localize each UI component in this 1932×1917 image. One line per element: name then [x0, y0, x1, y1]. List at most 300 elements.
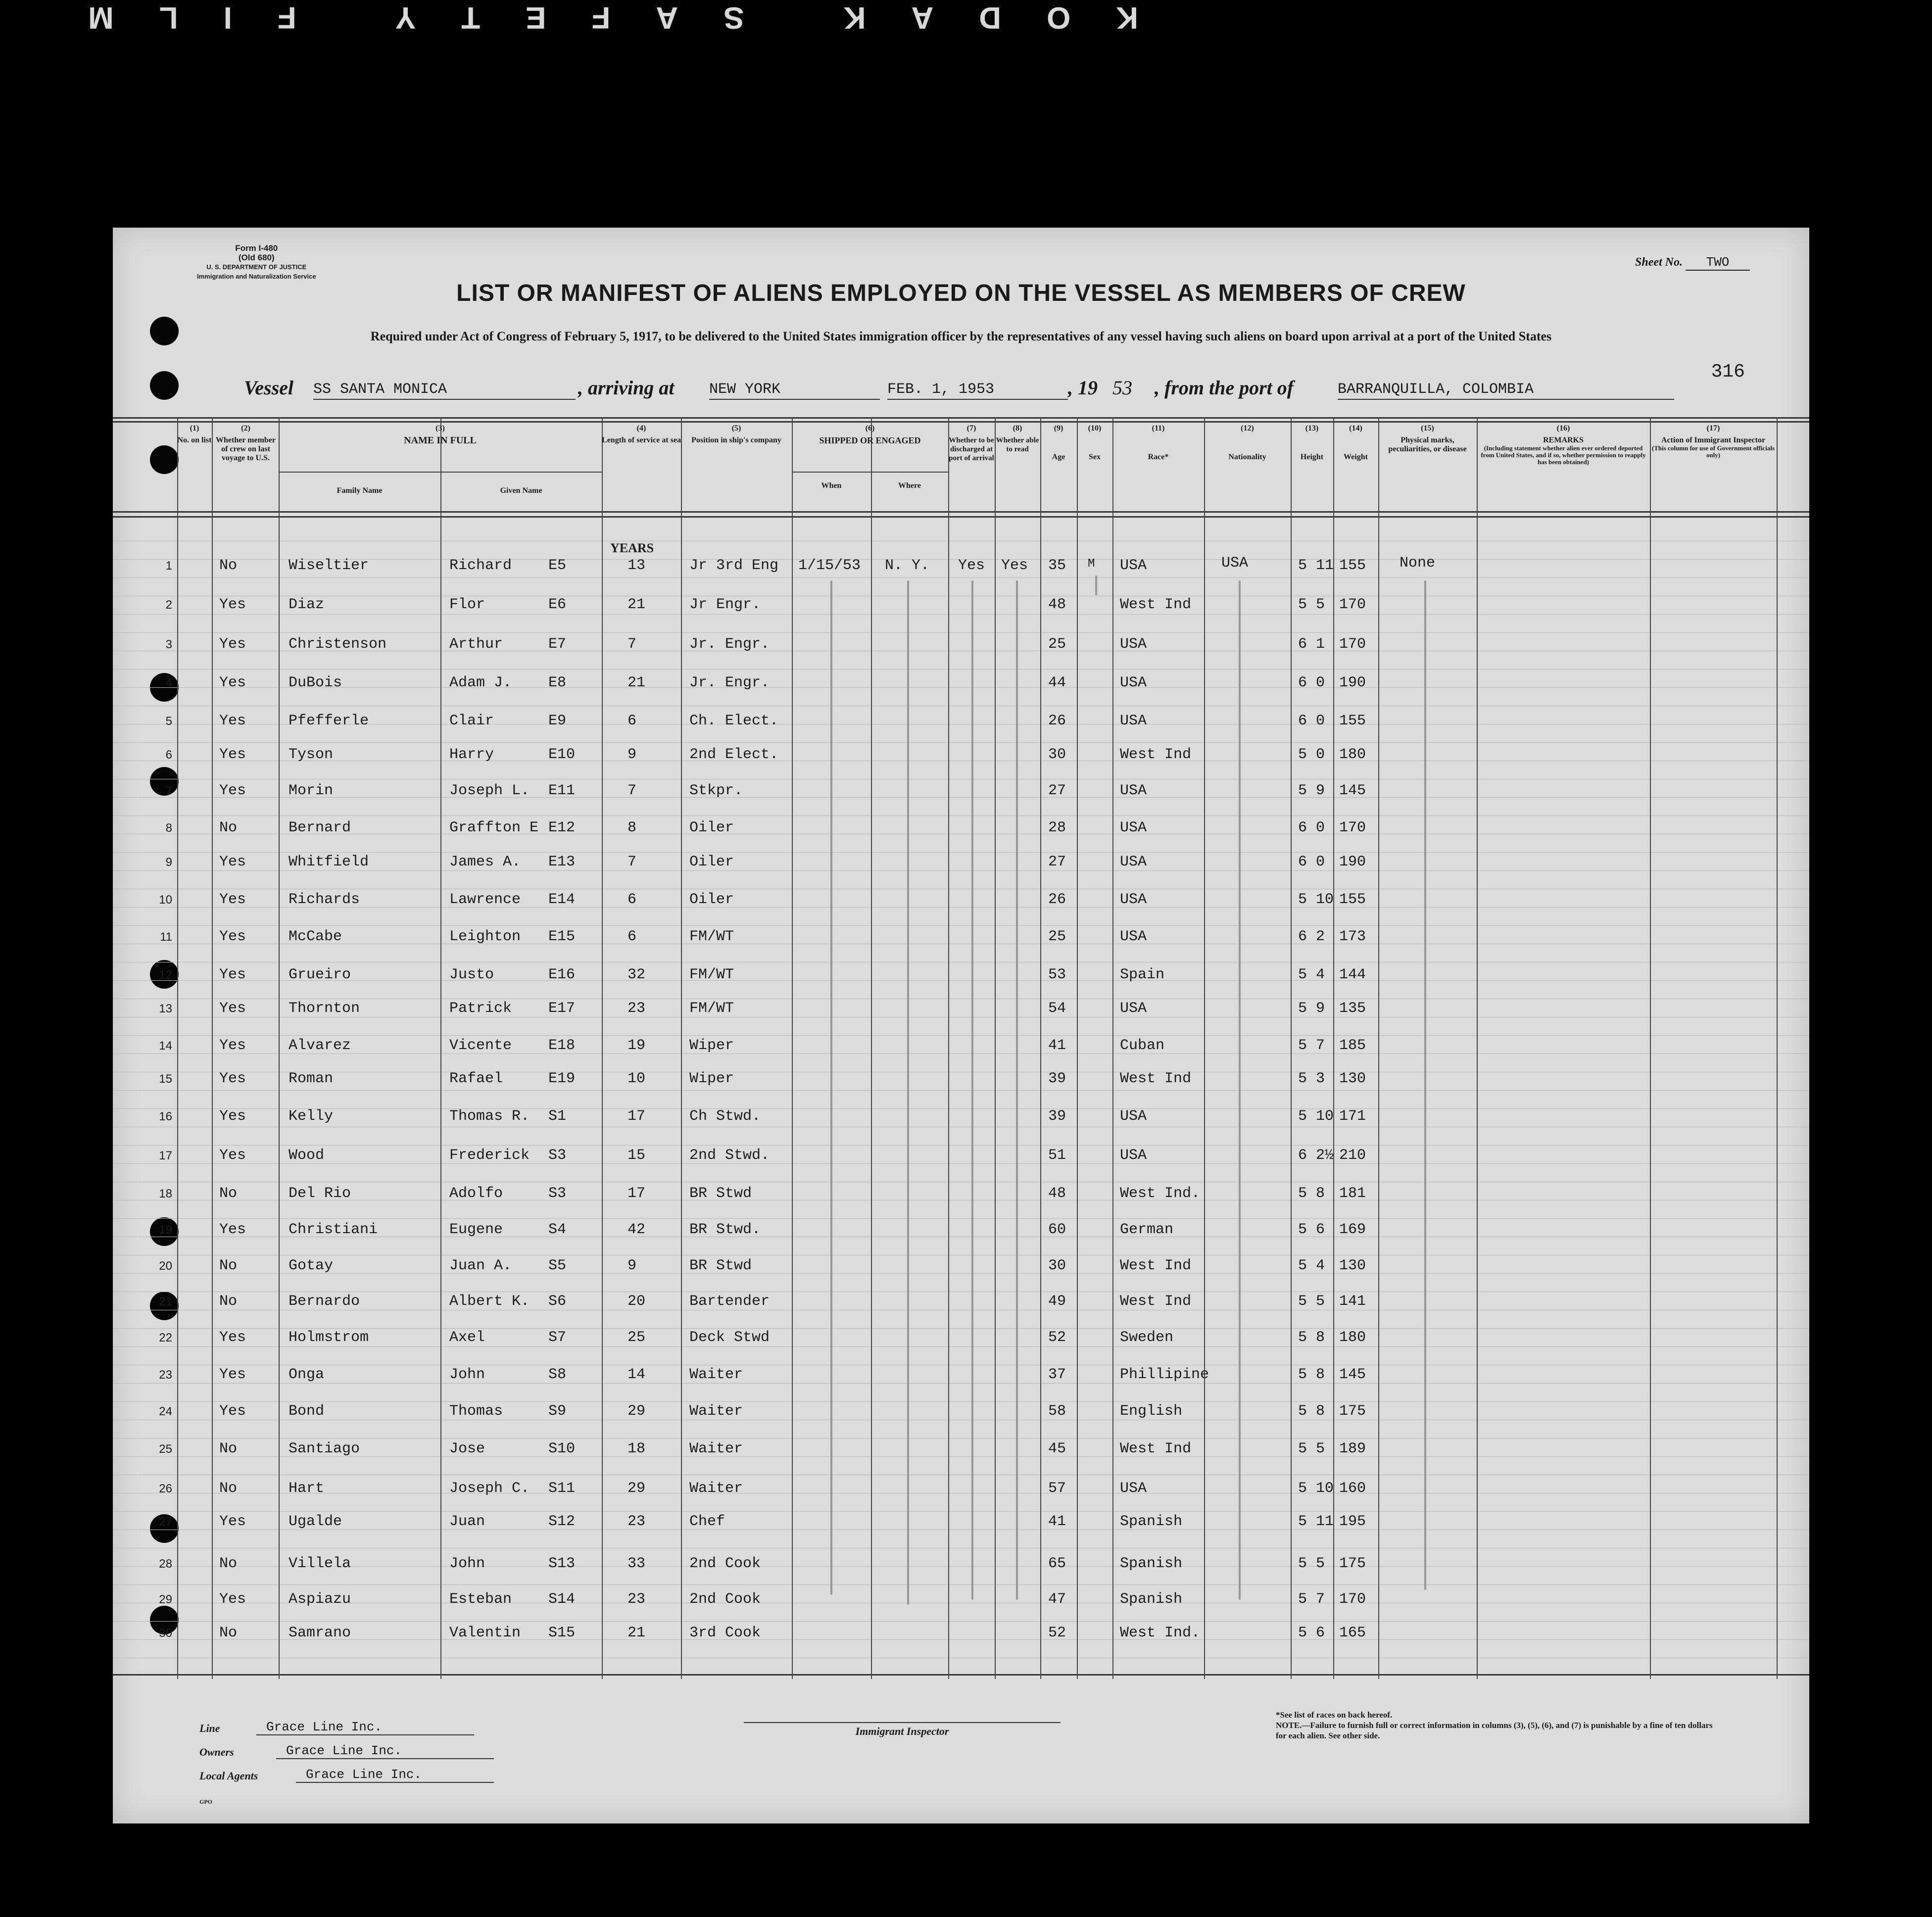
cell-prev: No [219, 1440, 238, 1457]
cell-height: 5 0 [1298, 746, 1325, 763]
form-service: Immigration and Naturalization Service [197, 273, 316, 280]
col-15-header: (15) Physical marks, peculiarities, or disease [1388, 424, 1467, 453]
cell-no: 24 [159, 1405, 172, 1418]
line-value: Grace Line Inc. [256, 1720, 474, 1735]
ruled-line [113, 1621, 1809, 1622]
cell-family: Ugalde [289, 1513, 342, 1530]
cell-weight: 170 [1339, 819, 1366, 836]
ruled-line [113, 1383, 1809, 1384]
cell-race: West Ind [1120, 1070, 1192, 1087]
cell-years: 6 [628, 928, 637, 945]
cell-age: 52 [1048, 1329, 1066, 1346]
line-label: Line [199, 1722, 220, 1734]
cell-prev: Yes [219, 1037, 246, 1054]
cell-no: 2 [165, 598, 172, 612]
cell-no: 4 [165, 676, 172, 690]
col-13-header: (13) Height [1300, 424, 1324, 461]
cell-code: E19 [548, 1070, 576, 1087]
cell-code: E9 [548, 713, 567, 729]
cell-height: 5 11 [1298, 1513, 1334, 1530]
cell-race: USA [1120, 782, 1147, 799]
cell-race: West Ind [1120, 1257, 1192, 1274]
cell-years: 17 [628, 1108, 646, 1125]
cell-weight: 145 [1339, 782, 1366, 799]
cell-family: DuBois [289, 674, 342, 691]
col-12-header: (12) Nationality [1228, 424, 1266, 461]
cell-height: 6 1 [1298, 636, 1325, 653]
cell-weight: 190 [1339, 854, 1366, 870]
cell-weight: 165 [1339, 1625, 1366, 1641]
printer-stamp: GPO [199, 1798, 212, 1805]
cell-position: Ch. Elect. [689, 713, 779, 729]
cell-code: S10 [548, 1440, 576, 1457]
cell-age: 49 [1048, 1293, 1066, 1310]
cell-race: West Ind. [1120, 1185, 1201, 1202]
cell-height: 5 7 [1298, 1591, 1325, 1608]
cell-height: 5 3 [1298, 1070, 1325, 1087]
cell-years: 29 [628, 1403, 646, 1420]
cell-prev: No [219, 819, 238, 836]
cell-height: 5 6 [1298, 1221, 1325, 1238]
form-header [197, 243, 316, 281]
footnote: *See list of races on back hereof. NOTE.—Failure to furnish full or correct information in columns (3), (5), (6), and (7) is punishable by a fine of ten dollars for each alien. See other side. [1276, 1710, 1713, 1740]
cell-given: Arthur [449, 636, 503, 653]
cell-no: 12 [159, 968, 172, 982]
page-number: 316 [1711, 361, 1745, 383]
cell-code: E5 [548, 557, 567, 574]
cell-height: 5 5 [1298, 1293, 1325, 1310]
manifest-sheet [113, 228, 1809, 1823]
cell-code: S4 [548, 1221, 567, 1238]
cell-height: 5 10 [1298, 891, 1334, 908]
col-9-header: (9) Age [1052, 424, 1065, 461]
cell-family: Thornton [289, 1000, 360, 1017]
cell-no: 23 [159, 1368, 172, 1382]
cell-age: 65 [1048, 1555, 1066, 1572]
cell-years: 6 [628, 713, 637, 729]
cell-family: Christenson [289, 636, 387, 653]
cell-family: Del Rio [289, 1185, 351, 1202]
cell-given: Joseph L. [449, 782, 530, 799]
cell-position: BR Stwd. [689, 1221, 761, 1238]
cell-family: Bond [289, 1403, 325, 1420]
cell-height: 6 0 [1298, 674, 1325, 691]
cell-code: S7 [548, 1329, 567, 1346]
ruled-line [113, 669, 1809, 670]
cell-given: Flor [449, 596, 485, 613]
cell-race: USA [1120, 1000, 1147, 1017]
cell-no: 1 [165, 559, 172, 573]
film-edge-text: KODAK SAFETY FILM [43, 0, 1138, 35]
cell-no: 21 [159, 1295, 172, 1308]
ruled-line [113, 907, 1809, 908]
cell-code: S11 [548, 1480, 576, 1497]
ruled-line [113, 870, 1809, 871]
cell-weight: 130 [1339, 1257, 1366, 1274]
cell-code: S8 [548, 1366, 567, 1383]
cell-family: Roman [289, 1070, 334, 1087]
cell-race: USA [1120, 557, 1147, 574]
page-subtitle: Required under Act of Congress of February 5, 1917, to be delivered to the United States immigration officer by the representatives of any vessel having such aliens on board upon arrival at a port of the United States [370, 329, 1552, 343]
cell-race: USA [1120, 636, 1147, 653]
footer [113, 1692, 1809, 1821]
ruled-line [113, 614, 1809, 615]
cell-height: 6 2 [1298, 928, 1325, 945]
cell-years: 9 [628, 1257, 637, 1274]
arriving-label: , arriving at [578, 377, 675, 399]
cell-position: FM/WT [689, 928, 734, 945]
cell-code: E14 [548, 891, 576, 908]
to-be-discharged: Yes [958, 557, 985, 574]
ruled-line [113, 1566, 1809, 1567]
cell-given: Lawrence [449, 891, 521, 908]
cell-position: BR Stwd [689, 1257, 752, 1274]
cell-age: 41 [1048, 1513, 1066, 1530]
ruled-line [113, 1108, 1809, 1109]
cell-family: Samrano [289, 1625, 351, 1641]
cell-position: 2nd Cook [689, 1555, 761, 1572]
cell-given: Frederick [449, 1147, 530, 1164]
cell-position: Bartender [689, 1293, 770, 1310]
inspector-signature-line: Immigrant Inspector [744, 1722, 1061, 1738]
cell-prev: Yes [219, 1000, 246, 1017]
cell-weight: 195 [1339, 1513, 1366, 1530]
cell-race: USA [1120, 674, 1147, 691]
cell-years: 19 [628, 1037, 646, 1054]
cell-no: 11 [160, 930, 172, 944]
cell-height: 5 8 [1298, 1366, 1325, 1383]
cell-family: Bernardo [289, 1293, 360, 1310]
owners-value: Grace Line Inc. [276, 1743, 494, 1759]
cell-weight: 175 [1339, 1555, 1366, 1572]
cell-given: Juan A. [449, 1257, 512, 1274]
cell-prev: Yes [219, 1403, 246, 1420]
col-16-header: (16) REMARKS (Including statement whether alien ever ordered deported from United States, and if so, whether permission to reapply has been obtained) [1481, 424, 1646, 466]
col-10-header: (10) Sex [1088, 424, 1102, 461]
cell-position: Jr Engr. [689, 596, 761, 613]
ruled-line [113, 815, 1809, 816]
cell-years: 21 [628, 1625, 646, 1641]
cell-weight: 173 [1339, 928, 1366, 945]
cell-years: 14 [628, 1366, 646, 1383]
cell-given: Eugene [449, 1221, 503, 1238]
cell-years: 9 [628, 746, 637, 763]
cell-given: Graffton E [449, 819, 539, 836]
cell-race: USA [1120, 854, 1147, 870]
cell-years: 15 [628, 1147, 646, 1164]
shipped-where: N. Y. [885, 557, 930, 574]
cell-height: 5 11 [1298, 557, 1334, 574]
cell-position: Ch Stwd. [689, 1108, 761, 1125]
cell-no: 5 [165, 715, 172, 728]
col-7-header: (7) Whether to be discharged at port of arrival [949, 424, 994, 462]
cell-code: E8 [548, 674, 567, 691]
cell-given: Vicente [449, 1037, 512, 1054]
ruled-line [113, 1401, 1809, 1402]
cell-race: Spanish [1120, 1555, 1183, 1572]
cell-age: 57 [1048, 1480, 1066, 1497]
year-value: 53 [1112, 377, 1132, 399]
cell-years: 17 [628, 1185, 646, 1202]
cell-prev: Yes [219, 713, 246, 729]
ruled-line [113, 1456, 1809, 1457]
cell-code: S5 [548, 1257, 567, 1274]
cell-prev: Yes [219, 746, 246, 763]
cell-height: 5 8 [1298, 1403, 1325, 1420]
col-14-header: (14) Weight [1344, 424, 1368, 461]
cell-race: German [1120, 1221, 1174, 1238]
cell-race: USA [1120, 1108, 1147, 1125]
cell-age: 41 [1048, 1037, 1066, 1054]
cell-age: 26 [1048, 891, 1066, 908]
col-5-header: (5) Position in ship's company [691, 424, 781, 444]
cell-given: Jose [449, 1440, 485, 1457]
cell-prev: Yes [219, 1591, 246, 1608]
cell-years: 6 [628, 891, 637, 908]
col-6-header: (6) SHIPPED OR ENGAGED [819, 424, 921, 445]
cell-no: 19 [159, 1223, 172, 1237]
ruled-line [113, 1346, 1809, 1347]
cell-weight: 145 [1339, 1366, 1366, 1383]
cell-family: Kelly [289, 1108, 334, 1125]
cell-position: BR Stwd [689, 1185, 752, 1202]
cell-no: 15 [159, 1072, 172, 1086]
cell-weight: 185 [1339, 1037, 1366, 1054]
cell-given: Juan [449, 1513, 485, 1530]
cell-age: 37 [1048, 1366, 1066, 1383]
cell-age: 25 [1048, 928, 1066, 945]
cell-family: Santiago [289, 1440, 360, 1457]
ditto-mark [907, 580, 909, 1605]
cell-years: 32 [628, 966, 646, 983]
crew-table [113, 417, 1809, 1679]
cell-no: 26 [159, 1482, 172, 1495]
col-8-header: (8) Whether able to read [996, 424, 1039, 453]
cell-position: FM/WT [689, 966, 734, 983]
cell-position: 3rd Cook [689, 1625, 761, 1641]
cell-position: Wiper [689, 1037, 734, 1054]
cell-family: Hart [289, 1480, 325, 1497]
cell-position: 2nd Stwd. [689, 1147, 770, 1164]
cell-race: USA [1120, 819, 1147, 836]
cell-height: 5 5 [1298, 596, 1325, 613]
ruled-line [113, 577, 1809, 578]
cell-weight: 160 [1339, 1480, 1366, 1497]
cell-no: 29 [159, 1593, 172, 1606]
cell-race: Sweden [1120, 1329, 1174, 1346]
cell-prev: Yes [219, 966, 246, 983]
cell-age: 39 [1048, 1108, 1066, 1125]
cell-weight: 155 [1339, 557, 1366, 574]
cell-no: 10 [159, 893, 172, 907]
cell-family: Morin [289, 782, 334, 799]
cell-family: Bernard [289, 819, 351, 836]
cell-family: Whitfield [289, 854, 369, 870]
cell-years: 7 [628, 636, 637, 653]
cell-height: 6 0 [1298, 819, 1325, 836]
ruled-line [113, 980, 1809, 981]
sheet-number-label: Sheet No. [1635, 256, 1683, 269]
cell-age: 30 [1048, 1257, 1066, 1274]
cell-race: USA [1120, 928, 1147, 945]
owners-label: Owners [199, 1746, 234, 1758]
cell-family: Grueiro [289, 966, 351, 983]
col-11-header: (11) Race* [1148, 424, 1169, 461]
ditto-mark [1239, 580, 1241, 1600]
cell-height: 6 0 [1298, 854, 1325, 870]
ruled-line [113, 925, 1809, 926]
cell-weight: 135 [1339, 1000, 1366, 1017]
cell-height: 5 8 [1298, 1329, 1325, 1346]
cell-family: Aspiazu [289, 1591, 351, 1608]
arrival-port: NEW YORK [709, 381, 880, 400]
cell-no: 25 [159, 1442, 172, 1456]
cell-height: 5 10 [1298, 1480, 1334, 1497]
cell-prev: Yes [219, 674, 246, 691]
cell-prev: No [219, 1480, 238, 1497]
cell-race: Spain [1120, 966, 1165, 983]
ruled-line [113, 1328, 1809, 1329]
cell-no: 27 [159, 1515, 172, 1529]
nationality-value: USA [1221, 555, 1249, 572]
cell-given: Joseph C. [449, 1480, 530, 1497]
cell-prev: Yes [219, 596, 246, 613]
cell-years: 25 [628, 1329, 646, 1346]
cell-years: 10 [628, 1070, 646, 1087]
cell-years: 21 [628, 674, 646, 691]
sex-value: M [1088, 557, 1095, 571]
cell-no: 13 [159, 1002, 172, 1015]
cell-position: Waiter [689, 1366, 743, 1383]
cell-given: Esteban [449, 1591, 512, 1608]
cell-years: 29 [628, 1480, 646, 1497]
ruled-line [113, 742, 1809, 743]
cell-weight: 141 [1339, 1293, 1366, 1310]
cell-prev: No [219, 1185, 238, 1202]
cell-position: Stkpr. [689, 782, 743, 799]
ditto-mark [1424, 580, 1426, 1590]
cell-no: 16 [159, 1110, 172, 1123]
cell-years: 7 [628, 854, 637, 870]
ruled-line [113, 1511, 1809, 1512]
cell-height: 6 0 [1298, 713, 1325, 729]
cell-position: Jr. Engr. [689, 636, 770, 653]
cell-code: E6 [548, 596, 567, 613]
cell-prev: No [219, 1257, 238, 1274]
cell-code: E18 [548, 1037, 576, 1054]
cell-age: 52 [1048, 1625, 1066, 1641]
cell-family: Wood [289, 1147, 325, 1164]
cell-given: Adam J. [449, 674, 512, 691]
vessel-line [244, 376, 1778, 406]
able-to-read: Yes [1001, 557, 1028, 574]
col-4-header: (4) Length of service at sea [602, 424, 681, 444]
cell-family: Christiani [289, 1221, 378, 1238]
cell-years: 13 [628, 557, 646, 574]
year-label: , 19 [1068, 377, 1098, 399]
cell-no: 14 [159, 1039, 172, 1053]
form-number: Form I-480 [235, 243, 278, 253]
cell-weight: 155 [1339, 891, 1366, 908]
cell-code: S1 [548, 1108, 567, 1125]
ruled-line [113, 1218, 1809, 1219]
cell-code: E12 [548, 819, 576, 836]
cell-years: 20 [628, 1293, 646, 1310]
cell-family: Pfefferle [289, 713, 369, 729]
cell-prev: No [219, 557, 238, 574]
cell-prev: No [219, 1625, 238, 1641]
punch-hole [150, 371, 179, 400]
page-title: LIST OR MANIFEST OF ALIENS EMPLOYED ON THE VESSEL AS MEMBERS OF CREW [456, 280, 1466, 306]
cell-height: 6 2½ [1298, 1147, 1334, 1164]
cell-height: 5 4 [1298, 1257, 1325, 1274]
cell-position: Waiter [689, 1440, 743, 1457]
cell-race: West Ind. [1120, 1625, 1201, 1641]
cell-family: Onga [289, 1366, 325, 1383]
cell-years: 23 [628, 1591, 646, 1608]
cell-age: 48 [1048, 596, 1066, 613]
ditto-mark [1016, 580, 1018, 1600]
cell-weight: 155 [1339, 713, 1366, 729]
cell-height: 5 4 [1298, 966, 1325, 983]
cell-weight: 170 [1339, 596, 1366, 613]
cell-no: 22 [159, 1331, 172, 1344]
col-1-header: (1) No. on list [177, 424, 212, 444]
cell-code: E17 [548, 1000, 576, 1017]
agents-label: Local Agents [199, 1770, 258, 1782]
cell-age: 54 [1048, 1000, 1066, 1017]
cell-age: 51 [1048, 1147, 1066, 1164]
cell-position: FM/WT [689, 1000, 734, 1017]
cell-age: 44 [1048, 674, 1066, 691]
cell-given: Adolfo [449, 1185, 503, 1202]
cell-race: West Ind [1120, 1293, 1192, 1310]
years-unit: YEARS [610, 541, 654, 555]
cell-no: 8 [165, 821, 172, 835]
form-department: U. S. DEPARTMENT OF JUSTICE [206, 263, 307, 271]
cell-family: Tyson [289, 746, 334, 763]
cell-given: Justo [449, 966, 494, 983]
shipped-when-header: When [821, 481, 842, 490]
cell-race: English [1120, 1403, 1183, 1420]
cell-code: S15 [548, 1625, 576, 1641]
cell-given: Clair [449, 713, 494, 729]
form-old-number: (Old 680) [238, 253, 275, 262]
cell-given: Rafael [449, 1070, 503, 1087]
cell-weight: 171 [1339, 1108, 1366, 1125]
cell-position: 2nd Elect. [689, 746, 779, 763]
punch-hole [150, 317, 179, 345]
cell-given: Patrick [449, 1000, 512, 1017]
cell-no: 9 [165, 856, 172, 869]
cell-prev: Yes [219, 782, 246, 799]
departure-port: BARRANQUILLA, COLOMBIA [1338, 381, 1674, 400]
cell-race: West Ind [1120, 1440, 1192, 1457]
ruled-line [113, 1273, 1809, 1274]
cell-no: 7 [165, 784, 172, 798]
cell-prev: Yes [219, 636, 246, 653]
ruled-line [113, 632, 1809, 633]
cell-age: 26 [1048, 713, 1066, 729]
cell-position: Chef [689, 1513, 725, 1530]
cell-race: USA [1120, 1480, 1147, 1497]
ruled-line [113, 1090, 1809, 1091]
cell-code: S3 [548, 1185, 567, 1202]
cell-position: Deck Stwd [689, 1329, 770, 1346]
cell-years: 7 [628, 782, 637, 799]
cell-code: S3 [548, 1147, 567, 1164]
cell-family: Holmstrom [289, 1329, 369, 1346]
